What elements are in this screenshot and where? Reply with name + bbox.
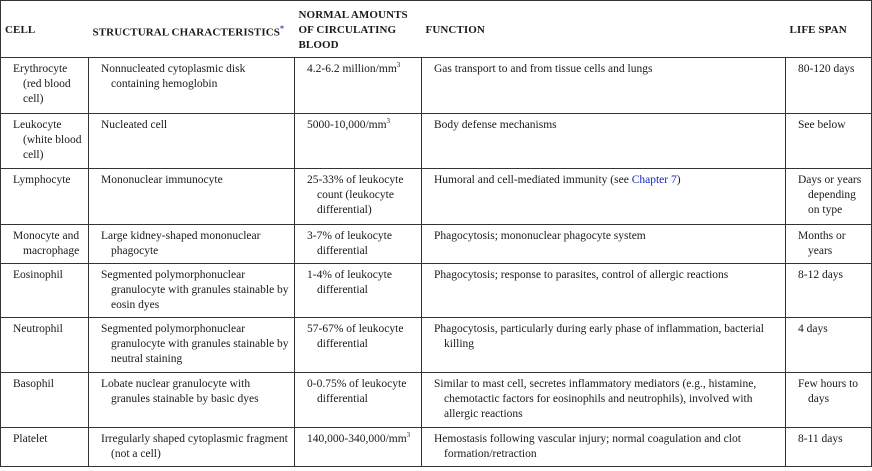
structural-text: Large kidney-shaped mononuclear phagocyte <box>101 230 261 257</box>
table-header <box>1 1 872 58</box>
cell-name-text: Platelet <box>13 433 48 445</box>
header-structural <box>89 1 295 58</box>
cell-amount <box>295 225 422 264</box>
cell-name <box>1 318 89 373</box>
amount-text <box>301 118 416 133</box>
cell-name <box>1 169 89 225</box>
structural-text: Mononuclear immunocyte <box>101 174 223 186</box>
cell-function <box>422 114 786 169</box>
cell-structural <box>89 169 295 225</box>
footnote-marker-link[interactable]: * <box>280 23 285 33</box>
cell-name <box>1 114 89 169</box>
table-row-lymphocyte <box>1 169 872 225</box>
function-text: Phagocytosis, particularly during early phase of inflammation, bacterial killing <box>434 323 764 350</box>
structural-text: Irregularly shaped cytoplasmic fragment (not a cell) <box>101 433 288 460</box>
table-row-neutrophil <box>1 318 872 373</box>
structural-text: Segmented polymorphonuclear granulocyte with granules stainable by eosin dyes <box>101 269 289 311</box>
amount-text: 25-33% of leukocyte count (leukocyte differential) <box>307 174 404 216</box>
cell-structural <box>89 58 295 114</box>
cell-name-text: Neutrophil <box>13 323 63 335</box>
function-text-pre: Humoral and cell-mediated immunity (see <box>434 174 632 186</box>
cell-amount <box>295 428 422 467</box>
header-amounts <box>295 1 422 58</box>
cell-function <box>422 428 786 467</box>
cell-function <box>422 264 786 318</box>
cell-structural <box>89 225 295 264</box>
cell-amount <box>295 169 422 225</box>
lifespan-text: 8-11 days <box>798 433 843 445</box>
function-text: Phagocytosis; mononuclear phagocyte system <box>434 230 646 242</box>
lifespan-text: Few hours to days <box>798 378 859 405</box>
header-structural-label: STRUCTURAL CHARACTERISTICS <box>92 26 281 39</box>
lifespan-text: Months or years <box>798 230 846 257</box>
amount-value: 5000-10,000/mm <box>307 119 387 131</box>
cell-name-text: Basophil <box>13 378 54 390</box>
cell-name <box>1 58 89 114</box>
table-row-erythrocyte <box>1 58 872 114</box>
lifespan-text: 4 days <box>798 323 828 335</box>
header-lifespan-label: LIFE SPAN <box>789 24 847 36</box>
header-amounts-label: NORMAL AMOUNTS OF CIRCULATING BLOOD <box>298 9 408 51</box>
amount-superscript: 3 <box>396 61 401 70</box>
header-cell-label: CELL <box>5 24 36 36</box>
cell-name-text: Leukocyte (white blood cell) <box>13 119 82 161</box>
structural-text: Nucleated cell <box>101 119 168 131</box>
amount-text: 0-0.75% of leukocyte differential <box>307 378 407 405</box>
function-text: Phagocytosis; response to parasites, control of allergic reactions <box>434 269 729 281</box>
amount-text: 1-4% of leukocyte differential <box>307 269 392 296</box>
chapter-link[interactable]: Chapter 7 <box>631 174 677 186</box>
cell-lifespan <box>786 318 872 373</box>
table-row-eosinophil <box>1 264 872 318</box>
cell-amount <box>295 114 422 169</box>
table-body <box>1 58 872 467</box>
lifespan-text: Days or years depending on type <box>798 174 862 216</box>
cell-function <box>422 225 786 264</box>
lifespan-text: 80-120 days <box>798 63 855 75</box>
header-cell <box>1 1 89 58</box>
cell-structural <box>89 428 295 467</box>
cell-name-text: Lymphocyte <box>13 174 71 186</box>
lifespan-text: 8-12 days <box>798 269 844 281</box>
header-row <box>1 1 872 58</box>
table-row-platelet <box>1 428 872 467</box>
amount-superscript: 3 <box>406 431 411 440</box>
cell-lifespan <box>786 264 872 318</box>
cell-lifespan <box>786 225 872 264</box>
amount-text: 57-67% of leukocyte differential <box>307 323 404 350</box>
cell-name-text: Erythrocyte (red blood cell) <box>13 63 71 105</box>
cell-lifespan <box>786 428 872 467</box>
cell-structural <box>89 318 295 373</box>
structural-text: Segmented polymorphonuclear granulocyte with granules stainable by neutral staining <box>101 323 289 365</box>
cell-amount <box>295 373 422 428</box>
function-text: Body defense mechanisms <box>434 119 557 131</box>
cell-amount <box>295 264 422 318</box>
function-text: Hemostasis following vascular injury; normal coagulation and clot formation/retraction <box>434 433 741 460</box>
amount-text <box>301 432 416 447</box>
cell-lifespan <box>786 58 872 114</box>
table-row-basophil <box>1 373 872 428</box>
cell-structural <box>89 264 295 318</box>
cell-name <box>1 264 89 318</box>
cell-name-text: Eosinophil <box>13 269 63 281</box>
function-text-post: ) <box>676 174 681 186</box>
lifespan-text: See below <box>798 119 846 131</box>
cell-lifespan <box>786 114 872 169</box>
amount-text: 3-7% of leukocyte differential <box>307 230 392 257</box>
cell-structural <box>89 114 295 169</box>
cell-function <box>422 318 786 373</box>
header-lifespan <box>786 1 872 58</box>
table-row-leukocyte <box>1 114 872 169</box>
cell-lifespan <box>786 373 872 428</box>
table-row-monocyte <box>1 225 872 264</box>
cell-name-text: Monocyte and macrophage <box>13 230 80 257</box>
cell-name <box>1 373 89 428</box>
cell-lifespan <box>786 169 872 225</box>
structural-text: Lobate nuclear granulocyte with granules stainable by basic dyes <box>101 378 259 405</box>
function-text: Similar to mast cell, secretes inflammatory mediators (e.g., histamine, chemotactic factors for eosinophils and neutrophils), involved with allergic reactions <box>434 378 757 420</box>
function-text <box>428 173 780 188</box>
header-function <box>422 1 786 58</box>
amount-value: 4.2-6.2 million/mm <box>307 63 397 75</box>
cell-function <box>422 373 786 428</box>
amount-text <box>301 62 416 77</box>
cell-structural <box>89 373 295 428</box>
amount-superscript: 3 <box>386 117 391 126</box>
header-function-label: FUNCTION <box>425 24 485 36</box>
cell-name <box>1 428 89 467</box>
cell-function <box>422 169 786 225</box>
cell-function <box>422 58 786 114</box>
structural-text: Nonnucleated cytoplasmic disk containing hemoglobin <box>101 63 246 90</box>
cell-amount <box>295 318 422 373</box>
cell-name <box>1 225 89 264</box>
amount-value: 140,000-340,000/mm <box>307 433 407 445</box>
function-text: Gas transport to and from tissue cells and lungs <box>434 63 653 75</box>
cell-amount <box>295 58 422 114</box>
